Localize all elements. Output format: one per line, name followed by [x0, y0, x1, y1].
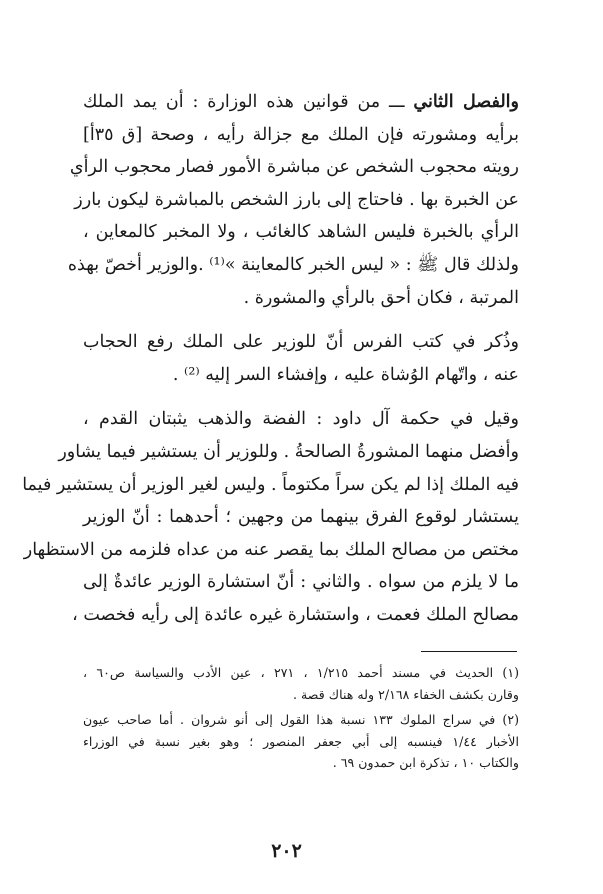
- text-line: عن الخبرة بها . فاحتاج إلى بارز الشخص بالمباشرة ليكون بارز: [74, 189, 519, 210]
- footnote-divider: [421, 651, 517, 652]
- text-line: وأفضل منهما المشورةُ الصالحةُ . وللوزير أن يستشير فيما يشاور: [58, 441, 519, 462]
- text-line: برأيه ومشورته فإن الملك مع جزالة رأيه ، وصحة [ق ٣٥أ]: [83, 124, 519, 145]
- text-line: مختص من مصالح الملك بما يقصر عنه من عداه فلزمه من الاستظهار: [23, 539, 519, 560]
- text-line: [83, 86, 519, 119]
- text-line: فيه الملك إذا لم يكن سراً مكتوماً . وليس لغير الوزير أن يستشير فيما: [22, 474, 519, 495]
- text-line: عنه ، واتّهام الوُشاة عليه ، وإفشاء السر إليه ⁽²⁾ .: [172, 364, 519, 385]
- footnote-line: (١) الحديث في مسند أحمد ١/٢١٥ ، ٢٧١ ، عين الأدب والسياسة ص٦٠ ،: [83, 665, 519, 680]
- footnote-1: [83, 662, 519, 705]
- paragraph-3: [22, 403, 519, 631]
- footnote-line: الأخبار ١/٤٤ فينسبه إلى أبي جعفر المنصور ؛ وهو بغير نسبة في الوزراء: [83, 733, 519, 749]
- paragraph-1: [67, 86, 519, 314]
- footnotes: [83, 662, 519, 778]
- text-line: الرأي بالخبرة فليس الشاهد كالغائب ، ولا المخبر كالمعاين ،: [83, 222, 519, 243]
- footnote-line: وقارن بكشف الخفاء ٢/١٦٨ وله هناك قصة .: [293, 686, 519, 702]
- text-line: المرتبة ، فكان أحق بالرأي والمشورة .: [243, 287, 519, 308]
- text-line: وذُكر في كتب الفرس أنّ للوزير على الملك رفع الحجاب: [83, 332, 519, 353]
- text-line: ما لا يلزم من سواه . والثاني : أنّ استشارة الوزير عائدةٌ إلى: [83, 572, 519, 593]
- section-heading: والفصل الثاني: [413, 92, 519, 112]
- text-line: وقيل في حكمة آل داود : الفضة والذهب يثبتان القدم ،: [83, 409, 519, 430]
- text-line: رويته محجوب الشخص عن مباشرة الأمور فصار محجوب الرأي: [69, 157, 519, 178]
- footnote-2: [83, 709, 519, 774]
- text-line: مصالح الملك فعمت ، واستشارة غيره عائدة إلى رأيه فخصت ،: [72, 604, 519, 625]
- text-line: ولذلك قال ﷺ : « ليس الخبر كالمعاينة »⁽¹⁾ .والوزير أخصّ بهذه: [67, 254, 519, 275]
- paragraph-2: [83, 326, 519, 391]
- footnote-line: والكتاب ١٠ ، تذكرة ابن حمدون ٦٩ .: [332, 755, 519, 770]
- text-line: يستشار لوقوع الفرق بينهما من وجهين ؛ أحدهما : أنّ الوزير: [83, 507, 519, 528]
- main-text: [22, 86, 519, 644]
- text-line-content: ـــ من قوانين هذه الوزارة : أن يمد الملك: [83, 92, 414, 112]
- page-number: ٢٠٢: [271, 840, 302, 862]
- footnote-line: (٢) في سراج الملوك ١٣٣ نسبة هذا القول إلى أنو شروان . أما صاحب عيون: [83, 712, 519, 727]
